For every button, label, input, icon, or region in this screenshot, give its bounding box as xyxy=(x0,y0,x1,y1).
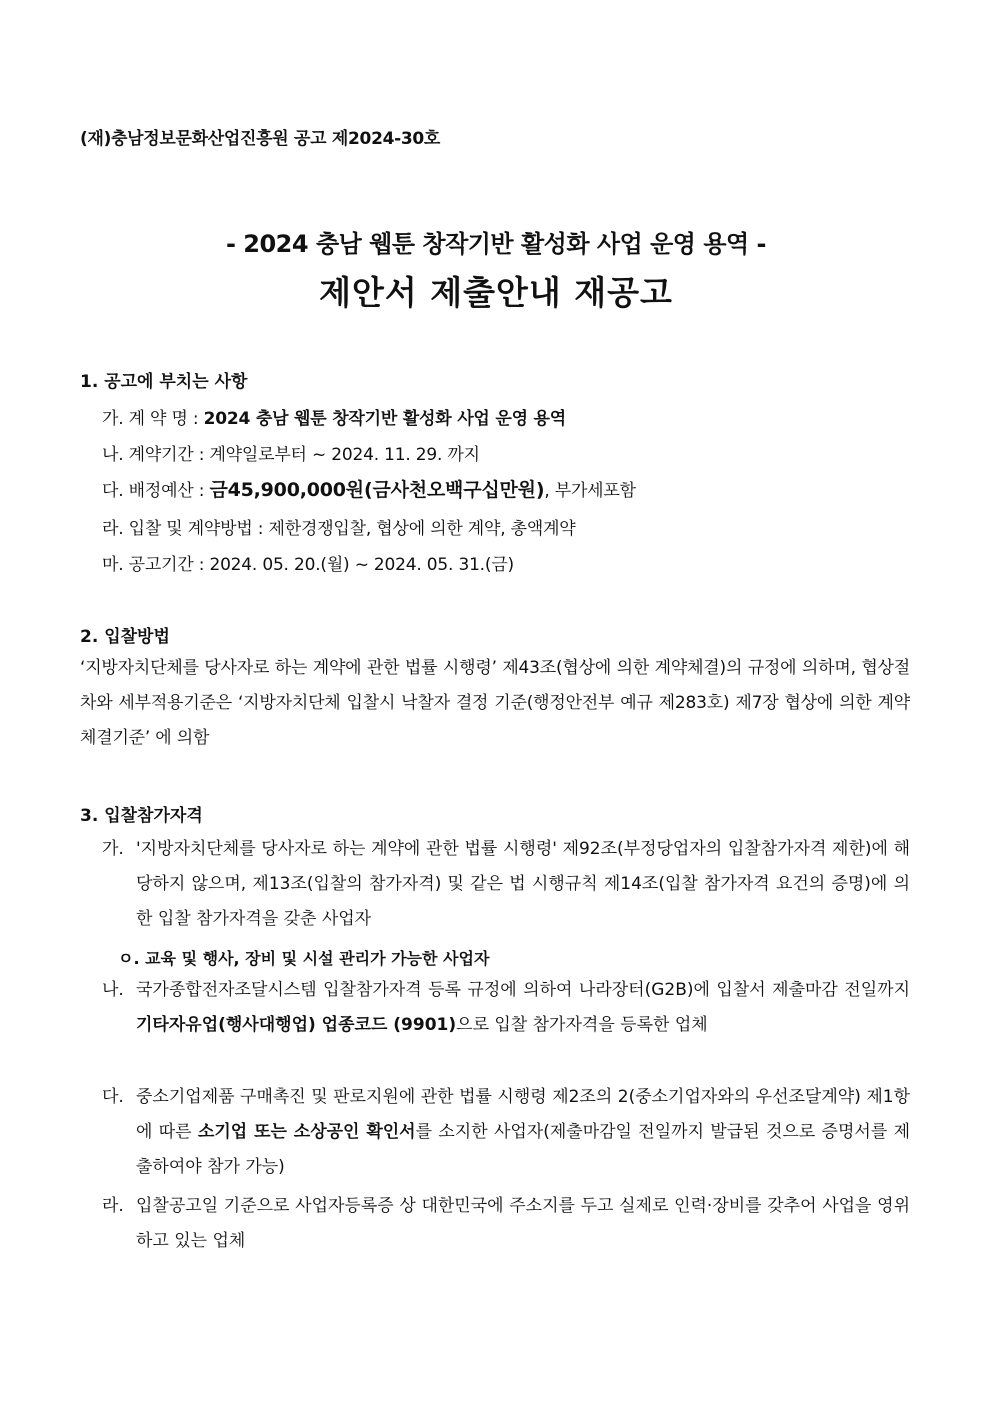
document-title: 제안서 제출안내 재공고 xyxy=(319,273,673,312)
section-2-body: ‘지방자치단체를 당사자로 하는 계약에 관한 법률 시행령’ 제43조(협상에 의한 계약체결)의 규정에 의하며, 협상절차와 세부적용기준은 ‘지방자치단체 입찰시 낙찰자 결정 기준(행정안전부 예규 제283호) 제7장 협상에 의한 계약체결기준’ 에 의함 xyxy=(80,658,910,748)
item-code-highlight: 기타자유업(행사대행업) 업종코드 (9901) xyxy=(136,1015,457,1035)
contract-name-value: 2024 충남 웹툰 창작기반 활성화 사업 운영 용역 xyxy=(203,409,566,429)
certificate-highlight: 소기업 또는 소상공인 확인서 xyxy=(197,1122,416,1142)
contract-name-line xyxy=(102,404,566,429)
section-1-heading: 1. 공고에 부치는 사항 xyxy=(80,372,248,392)
budget-value: 금45,900,000원(금사천오백구십만원) xyxy=(209,479,545,501)
contract-name-label: 가. 계 약 명 : xyxy=(102,409,204,429)
item-text: 중소기업제품 구매촉진 및 판로지원에 관한 법률 시행령 제2조의 2(중소기업자와의 우선조달계약) 제1항에 따른 소기업 또는 소상공인 확인서를 소지한 사업자(제출마감일 전일까지 발급된 것으로 증명서를 제출하여야 참가 가능) xyxy=(136,1087,910,1177)
qualification-bullet: ㅇ. 교육 및 행사, 장비 및 시설 관리가 가능한 사업자 xyxy=(118,949,490,968)
contract-period-line: 나. 계약기간 : 계약일로부터 ~ 2024. 11. 29. 까지 xyxy=(102,445,480,465)
item-marker: 라. xyxy=(102,1196,124,1216)
item-text: '지방자치단체를 당사자로 하는 계약에 관한 법률 시행령' 제92조(부정당업자의 입찰참가자격 제한)에 해당하지 않으며, 제13조(입찰의 참가자격) 및 같은 법 시행규칙 제14조(입찰 참가자격 요건의 증명)에 의한 입찰 참가자격을 갖춘 사업자 xyxy=(136,839,910,929)
section-3-heading: 3. 입찰참가자격 xyxy=(80,806,203,826)
item-marker: 가. xyxy=(102,839,124,859)
document-subtitle: - 2024 충남 웹툰 창작기반 활성화 사업 운영 용역 - xyxy=(225,230,767,258)
notice-period-line: 마. 공고기간 : 2024. 05. 20.(월) ~ 2024. 05. 31.(금) xyxy=(102,555,514,575)
item-text: 입찰공고일 기준으로 사업자등록증 상 대한민국에 주소지를 두고 실제로 인력·장비를 갖추어 사업을 영위하고 있는 업체 xyxy=(136,1196,910,1251)
section-2-heading: 2. 입찰방법 xyxy=(80,627,170,647)
budget-line xyxy=(102,475,636,502)
qualification-item-b xyxy=(102,973,910,1043)
qualification-item-a xyxy=(102,832,910,937)
notice-number: (재)충남정보문화산업진흥원 공고 제2024-30호 xyxy=(80,129,441,149)
qualification-item-d xyxy=(102,1189,910,1259)
item-marker: 다. xyxy=(102,1087,124,1107)
qualification-item-c xyxy=(102,1080,910,1185)
budget-suffix: , 부가세포함 xyxy=(544,481,636,501)
item-marker: 나. xyxy=(102,980,124,1000)
item-text: 국가종합전자조달시스템 입찰참가자격 등록 규정에 의하여 나라장터(G2B)에 입찰서 제출마감 전일까지 기타자유업(행사대행업) 업종코드 (9901)으로 입찰 참가자격을 등록한 업체 xyxy=(136,980,910,1035)
bid-method-line: 라. 입찰 및 계약방법 : 제한경쟁입찰, 협상에 의한 계약, 총액계약 xyxy=(102,519,576,539)
budget-label: 다. 배정예산 : xyxy=(102,481,210,501)
